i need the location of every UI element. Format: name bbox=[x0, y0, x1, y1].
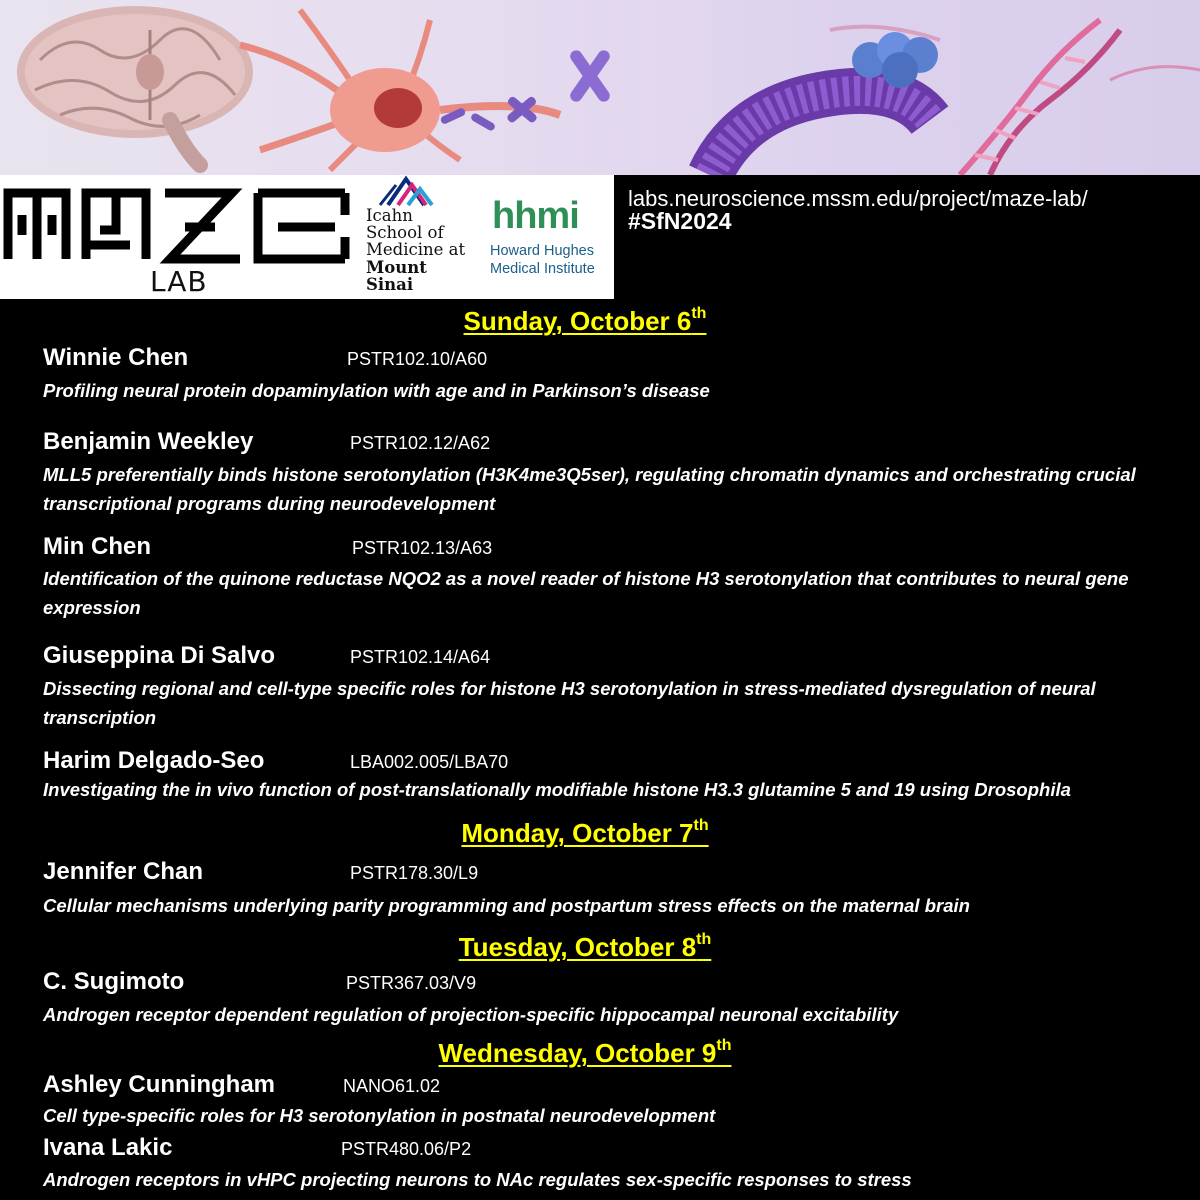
poster-code: PSTR367.03/V9 bbox=[346, 973, 477, 993]
icahn-mount-sinai-logo bbox=[362, 175, 486, 299]
poster-code: PSTR480.06/P2 bbox=[341, 1139, 472, 1159]
poster-code: PSTR102.13/A63 bbox=[352, 538, 493, 558]
icahn-logo-line-2: School of bbox=[366, 223, 444, 242]
poster-title: Cellular mechanisms underlying parity programming and postpartum stress effects on the maternal brain bbox=[43, 895, 970, 916]
hhmi-logo-line-1: Howard Hughes bbox=[490, 243, 594, 259]
icahn-logo-line-1: Icahn bbox=[366, 206, 413, 225]
maze-lab-logo bbox=[0, 175, 362, 299]
presenter-name: Ivana Lakic bbox=[43, 1134, 173, 1161]
hhmi-logo-line-2: Medical Institute bbox=[490, 261, 595, 277]
poster-code: PSTR102.12/A62 bbox=[350, 433, 491, 453]
poster-title: Investigating the in vivo function of post-translationally modifiable histone H3.3 glutamine 5 and 19 using Drosophila bbox=[43, 779, 1071, 800]
poster-code: PSTR102.10/A60 bbox=[347, 349, 488, 369]
day-heading-wednesday-text: Wednesday, October 9 bbox=[438, 1038, 717, 1068]
presenter-name: Giuseppina Di Salvo bbox=[43, 642, 276, 669]
presenter-name: Benjamin Weekley bbox=[43, 428, 254, 455]
icahn-logo-line-4: Mount bbox=[366, 258, 427, 277]
day-heading-sunday bbox=[0, 306, 1170, 337]
day-heading-monday-text: Monday, October 7 bbox=[461, 818, 694, 848]
chromosome-illustration bbox=[440, 48, 613, 132]
day-heading-monday bbox=[0, 818, 1170, 849]
brain-illustration bbox=[17, 6, 253, 165]
icahn-logo-line-5: Sinai bbox=[366, 275, 414, 294]
poster-title: Identification of the quinone reductase NQO2 as a novel reader of histone H3 serotonylation that contributes to neural gene expression bbox=[43, 568, 1129, 618]
day-heading-sunday-suffix: th bbox=[691, 305, 707, 323]
poster-title: MLL5 preferentially binds histone serotonylation (H3K4me3Q5ser), regulating chromatin dynamics and orchestrating crucial transcriptional programs during neurodevelopment bbox=[43, 464, 1136, 514]
presenter-name: C. Sugimoto bbox=[43, 968, 185, 995]
hhmi-logo-word: hhmi bbox=[492, 195, 579, 237]
lab-website-url[interactable]: labs.neuroscience.mssm.edu/project/maze-lab/ bbox=[628, 186, 1088, 211]
day-heading-tuesday bbox=[0, 932, 1170, 963]
presenter-name: Ashley Cunningham bbox=[43, 1071, 276, 1098]
maze-logo-lab-text: LAB bbox=[150, 265, 208, 298]
poster-title: Profiling neural protein dopaminylation with age and in Parkinson’s disease bbox=[43, 380, 710, 401]
poster-code: PSTR102.14/A64 bbox=[350, 647, 491, 667]
dna-helix-illustration bbox=[960, 20, 1200, 175]
mount-sinai-mountain-icon bbox=[362, 175, 486, 209]
day-heading-tuesday-text: Tuesday, October 8 bbox=[458, 932, 697, 962]
poster-title: Cell type-specific roles for H3 serotonylation in postnatal neurodevelopment bbox=[43, 1105, 716, 1126]
conference-hashtag: #SfN2024 bbox=[628, 208, 732, 234]
poster-title: Androgen receptor dependent regulation of projection-specific hippocampal neuronal excitability bbox=[43, 1004, 899, 1025]
poster-title: Dissecting regional and cell-type specific roles for histone H3 serotonylation in stress-mediated dysregulation of neural transcription bbox=[43, 678, 1096, 728]
banner-artwork bbox=[0, 0, 1200, 175]
day-heading-monday-suffix: th bbox=[693, 817, 709, 835]
presenter-name: Min Chen bbox=[43, 533, 151, 560]
neuron-illustration bbox=[240, 10, 560, 170]
poster-code: LBA002.005/LBA70 bbox=[350, 752, 509, 772]
poster-code: NANO61.02 bbox=[343, 1076, 441, 1096]
presenter-name: Winnie Chen bbox=[43, 344, 189, 371]
poster-title: Androgen receptors in vHPC projecting neurons to NAc regulates sex-specific responses to stress bbox=[43, 1169, 912, 1190]
icahn-logo-line-3: Medicine at bbox=[366, 240, 466, 259]
presenter-name: Harim Delgado-Seo bbox=[43, 747, 265, 774]
hhmi-logo bbox=[486, 175, 614, 299]
day-heading-wednesday-suffix: th bbox=[716, 1037, 732, 1055]
header-banner-illustration bbox=[0, 0, 1200, 175]
day-heading-sunday-text: Sunday, October 6 bbox=[463, 306, 692, 336]
presenter-name: Jennifer Chan bbox=[43, 858, 204, 885]
poster-code: PSTR178.30/L9 bbox=[350, 863, 479, 883]
chromatin-illustration bbox=[710, 27, 940, 175]
day-heading-tuesday-suffix: th bbox=[696, 931, 712, 949]
day-heading-wednesday bbox=[0, 1038, 1170, 1069]
